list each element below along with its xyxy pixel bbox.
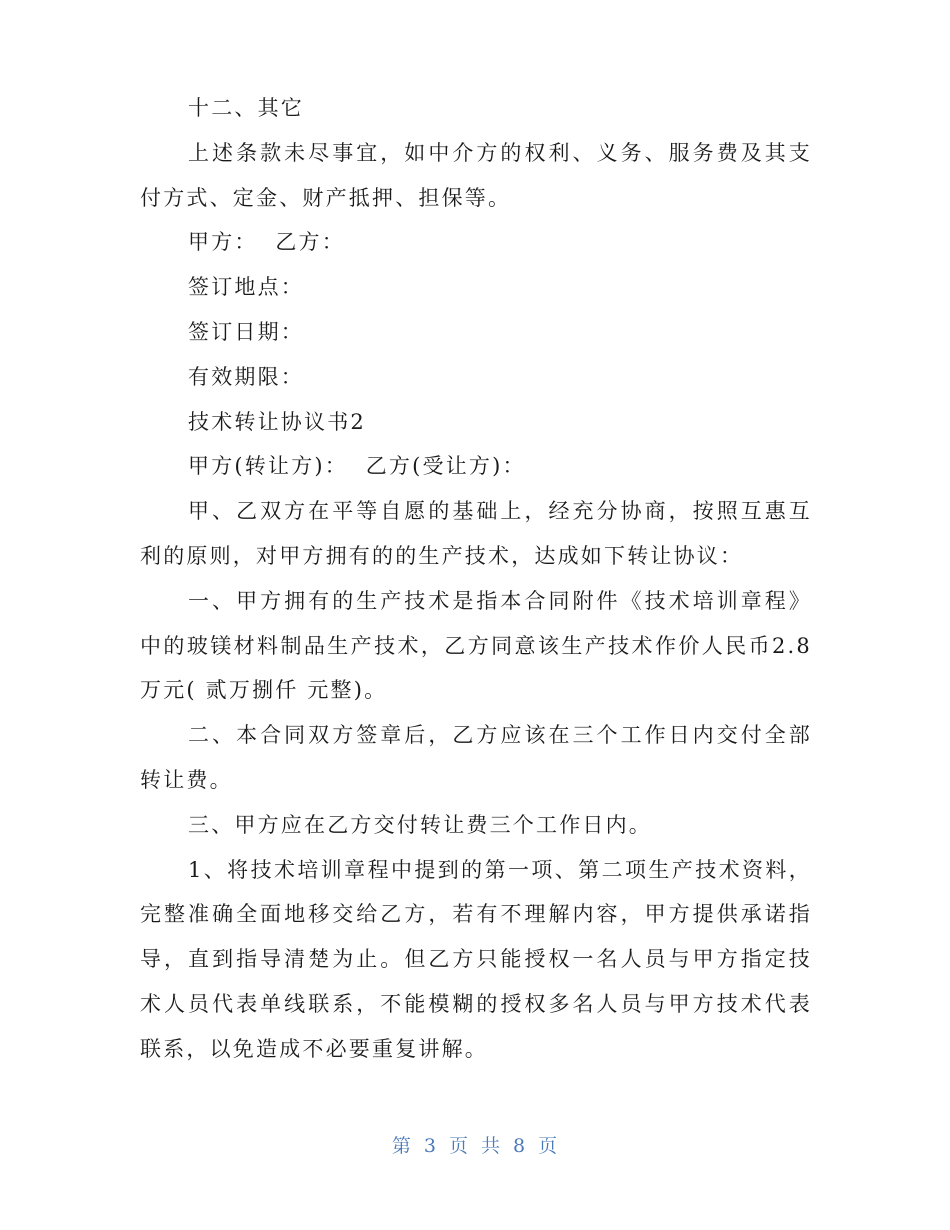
current-page-number: 3 bbox=[423, 1135, 437, 1157]
clause-three: 三、甲方应在乙方交付转让费三个工作日内。 bbox=[188, 812, 652, 837]
clause-two: 二、本合同双方签章后，乙方应该在三个工作日内交付全部转让费。 bbox=[140, 723, 812, 792]
document-body bbox=[140, 86, 812, 1072]
parties-line: 甲方(转让方)： 乙方(受让方)： bbox=[188, 454, 526, 479]
paragraph-preamble: 甲、乙双方在平等自愿的基础上，经充分协商，按照互惠互利的原则，对甲方拥有的的生产技术，达成如下转让协议： bbox=[140, 499, 812, 568]
clause-one: 一、甲方拥有的生产技术是指本合同附件《技术培训章程》中的玻镁材料制品生产技术，乙方同意该生产技术作价人民币2.8万元( 贰万捌仟 元整)。 bbox=[140, 588, 812, 703]
paragraph-unresolved-matters: 上述条款未尽事宜，如中介方的权利、义务、服务费及其支付方式、定金、财产抵押、担保等。 bbox=[140, 140, 812, 210]
page-footer bbox=[0, 1133, 950, 1159]
page-label-prefix: 第 bbox=[391, 1135, 412, 1157]
validity-period-field: 有效期限： bbox=[188, 364, 304, 389]
signing-date-field: 签订日期： bbox=[188, 319, 304, 344]
total-label: 共 bbox=[481, 1135, 502, 1157]
clause-three-item-one: 1、将技术培训章程中提到的第一项、第二项生产技术资料，完整准确全面地移交给乙方，若有不理解内容，甲方提供承诺指导，直到指导清楚为止。但乙方只能授权一名人员与甲方指定技术人员代表单线联系，不能模糊的授权多名人员与甲方技术代表联系，以免造成不必要重复讲解。 bbox=[140, 857, 812, 1061]
page-label-suffix: 页 bbox=[538, 1135, 559, 1157]
page-label-mid: 页 bbox=[448, 1135, 469, 1157]
total-pages-number: 8 bbox=[513, 1135, 527, 1157]
section-heading-other: 十二、其它 bbox=[188, 96, 304, 120]
signing-place-field: 签订地点： bbox=[188, 275, 304, 300]
party-signature-line: 甲方： 乙方： bbox=[188, 230, 345, 255]
agreement-title: 技术转让协议书2 bbox=[188, 409, 366, 434]
